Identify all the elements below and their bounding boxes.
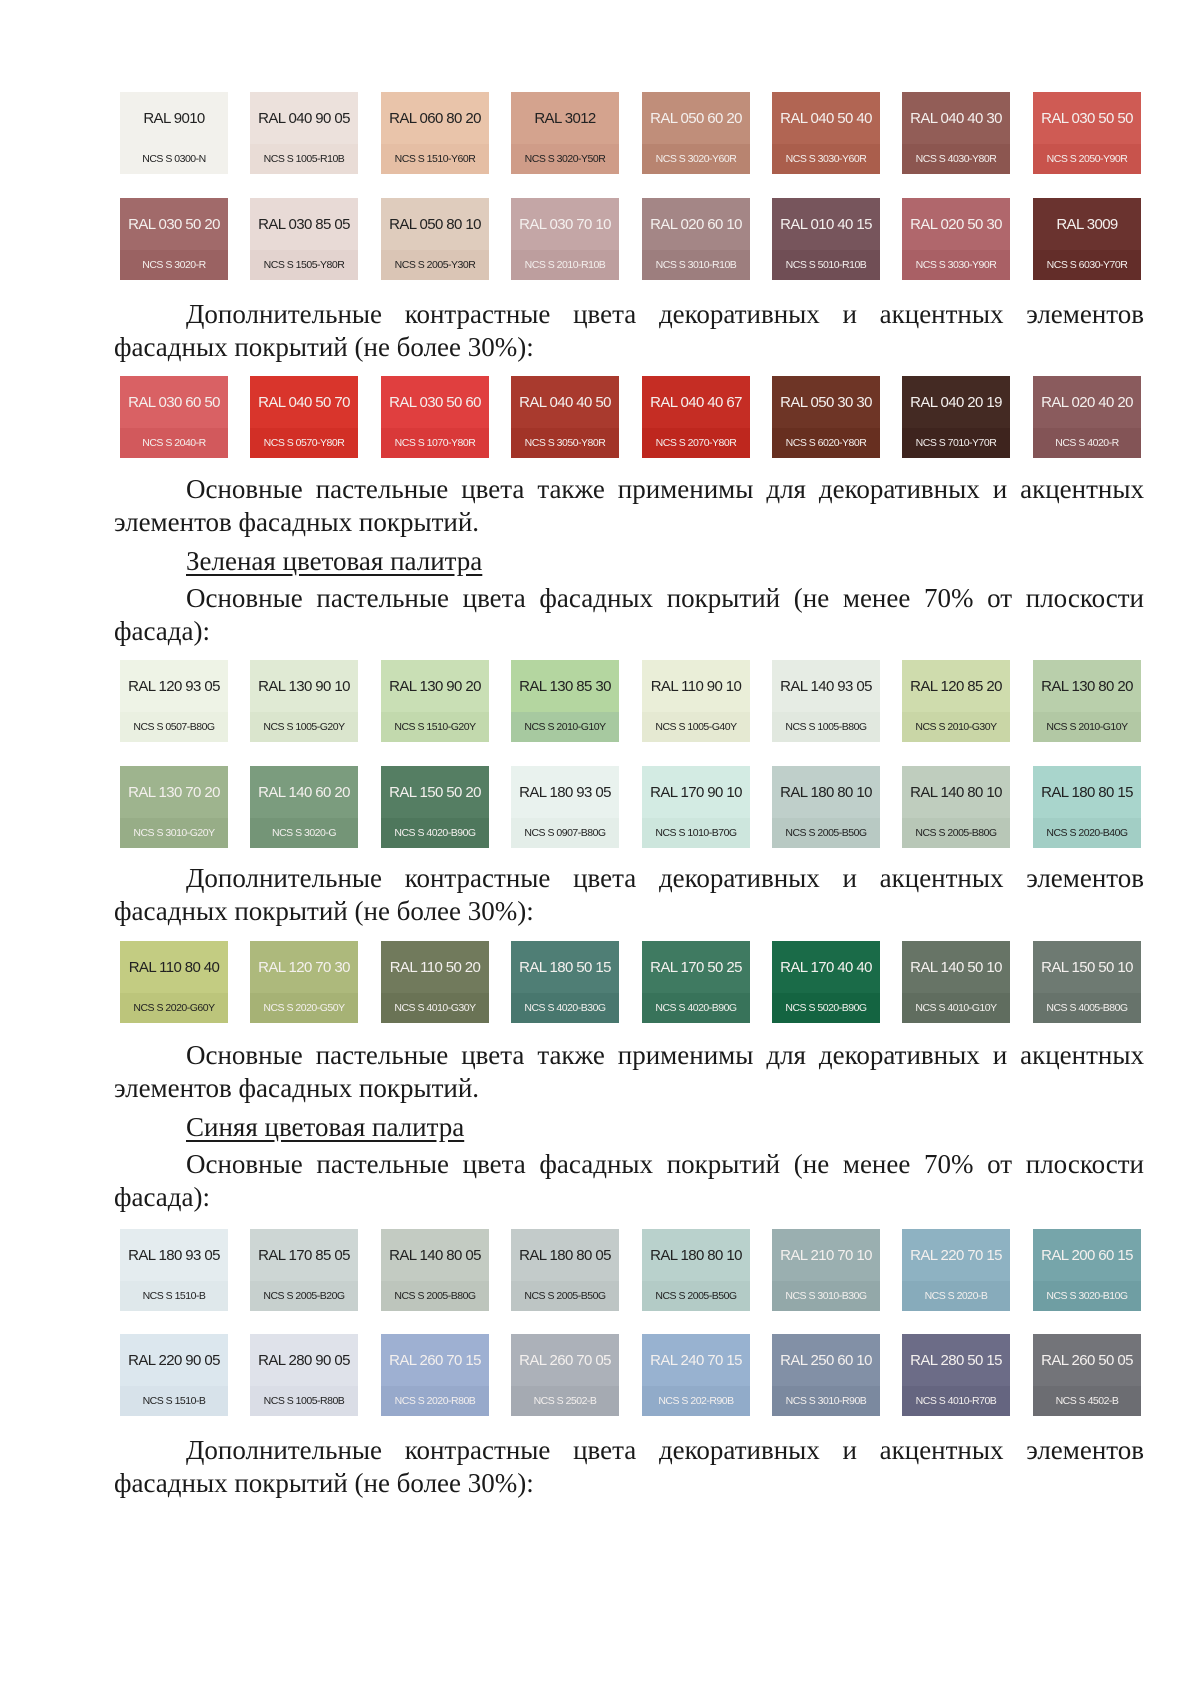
ral-code: RAL 260 70 05 xyxy=(511,1334,619,1386)
ncs-code: NCS S 0907-B80G xyxy=(511,818,619,848)
color-swatch xyxy=(120,941,228,1023)
color-swatch xyxy=(902,1229,1010,1311)
ncs-code: NCS S 5010-R10B xyxy=(772,250,880,280)
color-swatch xyxy=(381,198,489,280)
swatch-row xyxy=(120,1229,1141,1311)
color-swatch xyxy=(642,941,750,1023)
ral-code: RAL 130 90 20 xyxy=(381,660,489,712)
color-swatch xyxy=(511,92,619,174)
paragraph: Дополнительные контрастные цвета декоративных и акцентных элементов фасадных покрытий (не более 30%): xyxy=(114,299,1144,362)
color-swatch xyxy=(250,660,358,742)
ncs-code: NCS S 3010-R90B xyxy=(772,1386,880,1416)
color-swatch xyxy=(1033,660,1141,742)
color-swatch xyxy=(902,92,1010,174)
ncs-code: NCS S 4010-G30Y xyxy=(381,993,489,1023)
ncs-code: NCS S 2050-Y90R xyxy=(1033,144,1141,174)
color-swatch xyxy=(381,376,489,458)
ral-code: RAL 030 60 50 xyxy=(120,376,228,428)
swatch-row xyxy=(120,941,1141,1023)
ncs-code: NCS S 7010-Y70R xyxy=(902,428,1010,458)
ral-code: RAL 180 50 15 xyxy=(511,941,619,993)
paragraph: Дополнительные контрастные цвета декоративных и акцентных элементов фасадных покрытий (не более 30%): xyxy=(114,1435,1144,1498)
ral-code: RAL 140 80 10 xyxy=(902,766,1010,818)
swatch-row xyxy=(120,660,1141,742)
ncs-code: NCS S 4020-R xyxy=(1033,428,1141,458)
color-swatch xyxy=(120,1229,228,1311)
color-swatch xyxy=(511,1334,619,1416)
color-swatch xyxy=(120,660,228,742)
color-swatch xyxy=(511,1229,619,1311)
color-swatch xyxy=(642,376,750,458)
ncs-code: NCS S 1005-G40Y xyxy=(642,712,750,742)
ral-code: RAL 170 85 05 xyxy=(250,1229,358,1281)
ral-code: RAL 180 93 05 xyxy=(120,1229,228,1281)
ncs-code: NCS S 2020-R80B xyxy=(381,1386,489,1416)
color-swatch xyxy=(642,198,750,280)
ral-code: RAL 280 50 15 xyxy=(902,1334,1010,1386)
ral-code: RAL 110 80 40 xyxy=(120,941,228,993)
ncs-code: NCS S 2502-B xyxy=(511,1386,619,1416)
ral-code: RAL 250 60 10 xyxy=(772,1334,880,1386)
ncs-code: NCS S 3030-Y60R xyxy=(772,144,880,174)
color-swatch xyxy=(772,1334,880,1416)
ral-code: RAL 170 50 25 xyxy=(642,941,750,993)
ncs-code: NCS S 2005-B50G xyxy=(772,818,880,848)
ncs-code: NCS S 4502-B xyxy=(1033,1386,1141,1416)
ncs-code: NCS S 2020-B40G xyxy=(1033,818,1141,848)
ral-code: RAL 030 70 10 xyxy=(511,198,619,250)
ral-code: RAL 050 30 30 xyxy=(772,376,880,428)
ncs-code: NCS S 1005-R10B xyxy=(250,144,358,174)
ncs-code: NCS S 6030-Y70R xyxy=(1033,250,1141,280)
ral-code: RAL 030 50 50 xyxy=(1033,92,1141,144)
color-swatch xyxy=(250,376,358,458)
ral-code: RAL 130 70 20 xyxy=(120,766,228,818)
ncs-code: NCS S 1510-B xyxy=(120,1386,228,1416)
ncs-code: NCS S 1005-R80B xyxy=(250,1386,358,1416)
color-swatch xyxy=(1033,1334,1141,1416)
color-swatch xyxy=(250,1229,358,1311)
ral-code: RAL 060 80 20 xyxy=(381,92,489,144)
color-swatch xyxy=(1033,376,1141,458)
ral-code: RAL 3012 xyxy=(511,92,619,144)
swatch-row xyxy=(120,92,1141,174)
ncs-code: NCS S 2020-G50Y xyxy=(250,993,358,1023)
ral-code: RAL 020 40 20 xyxy=(1033,376,1141,428)
ral-code: RAL 220 70 15 xyxy=(902,1229,1010,1281)
ral-code: RAL 9010 xyxy=(120,92,228,144)
ncs-code: NCS S 3010-R10B xyxy=(642,250,750,280)
ncs-code: NCS S 3010-G20Y xyxy=(120,818,228,848)
color-swatch xyxy=(772,941,880,1023)
ncs-code: NCS S 2040-R xyxy=(120,428,228,458)
color-swatch xyxy=(120,92,228,174)
ncs-code: NCS S 4020-B30G xyxy=(511,993,619,1023)
ral-code: RAL 040 90 05 xyxy=(250,92,358,144)
ral-code: RAL 140 93 05 xyxy=(772,660,880,712)
ncs-code: NCS S 2005-B80G xyxy=(381,1281,489,1311)
ncs-code: NCS S 202-R90B xyxy=(642,1386,750,1416)
ncs-code: NCS S 0300-N xyxy=(120,144,228,174)
ral-code: RAL 030 50 20 xyxy=(120,198,228,250)
ral-code: RAL 040 50 40 xyxy=(772,92,880,144)
ral-code: RAL 050 80 10 xyxy=(381,198,489,250)
color-swatch xyxy=(772,198,880,280)
color-swatch xyxy=(381,766,489,848)
ral-code: RAL 110 50 20 xyxy=(381,941,489,993)
ncs-code: NCS S 2005-B20G xyxy=(250,1281,358,1311)
ral-code: RAL 210 70 10 xyxy=(772,1229,880,1281)
color-swatch xyxy=(642,1229,750,1311)
ral-code: RAL 040 40 30 xyxy=(902,92,1010,144)
color-swatch xyxy=(120,766,228,848)
paragraph: Основные пастельные цвета фасадных покрытий (не менее 70% от плоскости фасада): xyxy=(114,583,1144,646)
ral-code: RAL 240 70 15 xyxy=(642,1334,750,1386)
paragraph: Дополнительные контрастные цвета декоративных и акцентных элементов фасадных покрытий (не более 30%): xyxy=(114,863,1144,926)
color-swatch xyxy=(511,376,619,458)
color-swatch xyxy=(902,660,1010,742)
ncs-code: NCS S 6020-Y80R xyxy=(772,428,880,458)
ral-code: RAL 040 20 19 xyxy=(902,376,1010,428)
ral-code: RAL 140 60 20 xyxy=(250,766,358,818)
ncs-code: NCS S 2005-Y30R xyxy=(381,250,489,280)
ncs-code: NCS S 5020-B90G xyxy=(772,993,880,1023)
ral-code: RAL 140 50 10 xyxy=(902,941,1010,993)
ncs-code: NCS S 1005-B80G xyxy=(772,712,880,742)
ncs-code: NCS S 4005-B80G xyxy=(1033,993,1141,1023)
ncs-code: NCS S 2005-B50G xyxy=(642,1281,750,1311)
color-swatch xyxy=(902,1334,1010,1416)
ral-code: RAL 110 90 10 xyxy=(642,660,750,712)
ral-code: RAL 040 40 67 xyxy=(642,376,750,428)
color-swatch xyxy=(772,766,880,848)
color-swatch xyxy=(381,1229,489,1311)
ncs-code: NCS S 3010-B30G xyxy=(772,1281,880,1311)
ncs-code: NCS S 3020-G xyxy=(250,818,358,848)
color-swatch xyxy=(772,1229,880,1311)
ral-code: RAL 180 80 10 xyxy=(642,1229,750,1281)
ncs-code: NCS S 0507-B80G xyxy=(120,712,228,742)
ral-code: RAL 130 85 30 xyxy=(511,660,619,712)
ral-code: RAL 200 60 15 xyxy=(1033,1229,1141,1281)
color-swatch xyxy=(902,766,1010,848)
swatch-row xyxy=(120,198,1141,280)
ncs-code: NCS S 1510-Y60R xyxy=(381,144,489,174)
color-swatch xyxy=(642,660,750,742)
ncs-code: NCS S 4020-B90G xyxy=(381,818,489,848)
ncs-code: NCS S 4020-B90G xyxy=(642,993,750,1023)
ncs-code: NCS S 2010-G10Y xyxy=(1033,712,1141,742)
color-swatch xyxy=(120,198,228,280)
ral-code: RAL 180 80 10 xyxy=(772,766,880,818)
ral-code: RAL 140 80 05 xyxy=(381,1229,489,1281)
color-swatch xyxy=(902,376,1010,458)
color-swatch xyxy=(642,1334,750,1416)
section-heading: Синяя цветовая палитра xyxy=(186,1112,465,1142)
ral-code: RAL 280 90 05 xyxy=(250,1334,358,1386)
color-swatch xyxy=(250,941,358,1023)
section-heading: Зеленая цветовая палитра xyxy=(186,546,483,576)
color-swatch xyxy=(902,941,1010,1023)
color-swatch xyxy=(250,198,358,280)
ral-code: RAL 180 80 15 xyxy=(1033,766,1141,818)
ral-code: RAL 040 50 70 xyxy=(250,376,358,428)
ral-code: RAL 030 85 05 xyxy=(250,198,358,250)
ncs-code: NCS S 4030-Y80R xyxy=(902,144,1010,174)
paragraph: Основные пастельные цвета также применимы для декоративных и акцентных элементов фасадных покрытий. xyxy=(114,474,1144,537)
ral-code: RAL 260 50 05 xyxy=(1033,1334,1141,1386)
color-swatch xyxy=(642,92,750,174)
ral-code: RAL 050 60 20 xyxy=(642,92,750,144)
color-swatch xyxy=(511,198,619,280)
ncs-code: NCS S 3020-R xyxy=(120,250,228,280)
color-swatch xyxy=(1033,92,1141,174)
color-swatch xyxy=(1033,1229,1141,1311)
ral-code: RAL 170 90 10 xyxy=(642,766,750,818)
color-swatch xyxy=(381,660,489,742)
ral-code: RAL 120 93 05 xyxy=(120,660,228,712)
ncs-code: NCS S 2020-B xyxy=(902,1281,1010,1311)
paragraph: Основные пастельные цвета фасадных покрытий (не менее 70% от плоскости фасада): xyxy=(114,1149,1144,1212)
color-swatch xyxy=(642,766,750,848)
ral-code: RAL 020 60 10 xyxy=(642,198,750,250)
color-swatch xyxy=(250,1334,358,1416)
color-swatch xyxy=(1033,198,1141,280)
ral-code: RAL 040 40 50 xyxy=(511,376,619,428)
ral-code: RAL 220 90 05 xyxy=(120,1334,228,1386)
ral-code: RAL 010 40 15 xyxy=(772,198,880,250)
ncs-code: NCS S 3020-Y60R xyxy=(642,144,750,174)
ncs-code: NCS S 4010-G10Y xyxy=(902,993,1010,1023)
ral-code: RAL 260 70 15 xyxy=(381,1334,489,1386)
ral-code: RAL 170 40 40 xyxy=(772,941,880,993)
ncs-code: NCS S 1505-Y80R xyxy=(250,250,358,280)
color-swatch xyxy=(772,92,880,174)
swatch-row xyxy=(120,376,1141,458)
ral-code: RAL 150 50 20 xyxy=(381,766,489,818)
color-swatch xyxy=(381,1334,489,1416)
ncs-code: NCS S 2070-Y80R xyxy=(642,428,750,458)
color-swatch xyxy=(1033,941,1141,1023)
color-swatch xyxy=(250,766,358,848)
ncs-code: NCS S 2010-G30Y xyxy=(902,712,1010,742)
ncs-code: NCS S 2010-R10B xyxy=(511,250,619,280)
ncs-code: NCS S 1510-B xyxy=(120,1281,228,1311)
ral-code: RAL 130 80 20 xyxy=(1033,660,1141,712)
color-swatch xyxy=(1033,766,1141,848)
ncs-code: NCS S 3030-Y90R xyxy=(902,250,1010,280)
color-swatch xyxy=(381,92,489,174)
color-swatch xyxy=(120,376,228,458)
paragraph: Основные пастельные цвета также применимы для декоративных и акцентных элементов фасадных покрытий. xyxy=(114,1040,1144,1103)
ncs-code: NCS S 0570-Y80R xyxy=(250,428,358,458)
swatch-row xyxy=(120,1334,1141,1416)
color-swatch xyxy=(511,941,619,1023)
color-swatch xyxy=(120,1334,228,1416)
ral-code: RAL 3009 xyxy=(1033,198,1141,250)
ncs-code: NCS S 3050-Y80R xyxy=(511,428,619,458)
swatch-row xyxy=(120,766,1141,848)
ral-code: RAL 130 90 10 xyxy=(250,660,358,712)
color-swatch xyxy=(772,376,880,458)
ncs-code: NCS S 3020-B10G xyxy=(1033,1281,1141,1311)
ral-code: RAL 150 50 10 xyxy=(1033,941,1141,993)
color-swatch xyxy=(511,660,619,742)
color-swatch xyxy=(250,92,358,174)
ncs-code: NCS S 3020-Y50R xyxy=(511,144,619,174)
ral-code: RAL 180 93 05 xyxy=(511,766,619,818)
ncs-code: NCS S 1510-G20Y xyxy=(381,712,489,742)
color-swatch xyxy=(902,198,1010,280)
ncs-code: NCS S 2020-G60Y xyxy=(120,993,228,1023)
color-swatch xyxy=(381,941,489,1023)
ncs-code: NCS S 4010-R70B xyxy=(902,1386,1010,1416)
ral-code: RAL 120 70 30 xyxy=(250,941,358,993)
ncs-code: NCS S 1005-G20Y xyxy=(250,712,358,742)
ncs-code: NCS S 2010-G10Y xyxy=(511,712,619,742)
ral-code: RAL 020 50 30 xyxy=(902,198,1010,250)
color-swatch xyxy=(511,766,619,848)
ral-code: RAL 030 50 60 xyxy=(381,376,489,428)
ncs-code: NCS S 2005-B80G xyxy=(902,818,1010,848)
ral-code: RAL 120 85 20 xyxy=(902,660,1010,712)
color-swatch xyxy=(772,660,880,742)
ral-code: RAL 180 80 05 xyxy=(511,1229,619,1281)
ncs-code: NCS S 1010-B70G xyxy=(642,818,750,848)
ncs-code: NCS S 2005-B50G xyxy=(511,1281,619,1311)
ncs-code: NCS S 1070-Y80R xyxy=(381,428,489,458)
